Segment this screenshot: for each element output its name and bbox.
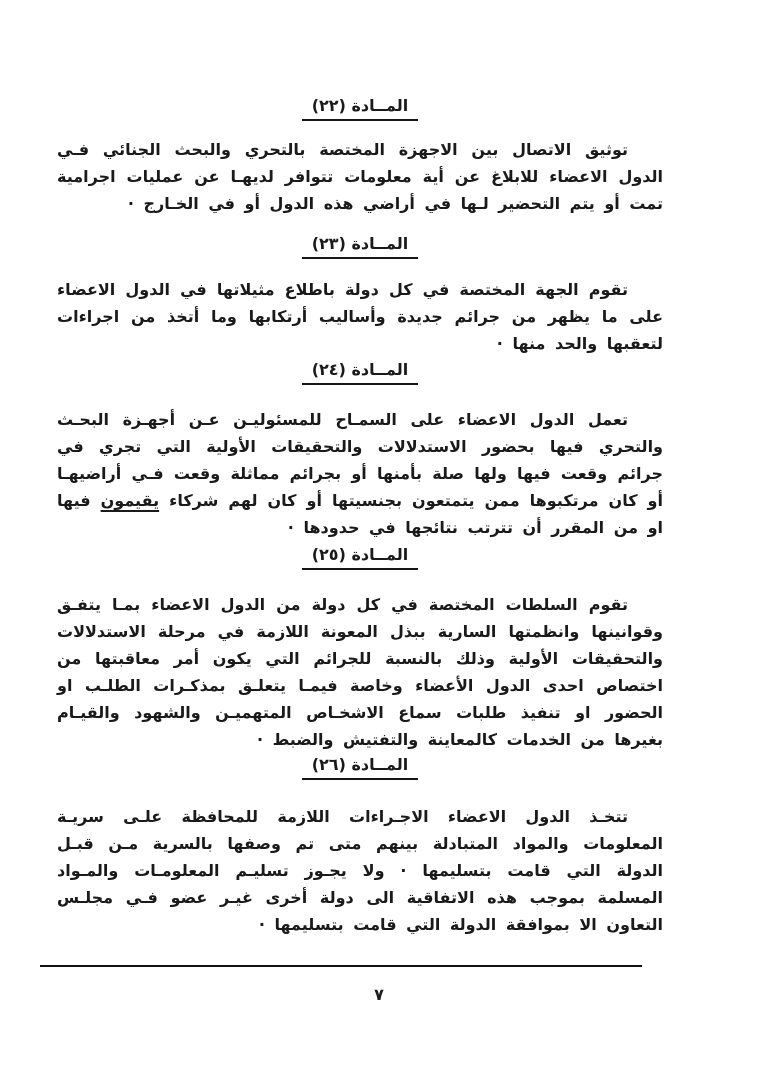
- paragraph-part-after: فيها او من المقرر أن تترتب نتائجها في حدودها ·: [57, 491, 663, 537]
- article-22-heading: [57, 96, 663, 121]
- article-26-heading: [57, 755, 663, 780]
- article-23-paragraph: تقوم الجهة المختصة في كل دولة باطلاع مثيلاتها في الدول الاعضاء على ما يظهر من جرائم جديدة وأساليب أرتكابها وما أتخذ من اجراءات لتعقبها والحد منها ·: [57, 280, 663, 353]
- article-24-title: المــادة (٢٤): [302, 360, 419, 385]
- article-23-title: المــادة (٢٣): [302, 234, 419, 259]
- underlined-word: يقيمون: [100, 491, 160, 510]
- footer-divider: [40, 965, 642, 967]
- paragraph-part-before: تعمل الدول الاعضاء على السمـاح للمسئوليـن عـن أجهـزة البحـث والتحري فيها بحضور الاستدلالات والتحقيقات الأولية التي تجري في جرائم وقعت فيها ولها صلة بأمنها أو بجرائم مماثلة وقعت فـي أراضيهـا أو كان مرتكبوها ممن يتمتعون بجنسيتها أو كان لهم شركاء: [57, 410, 663, 510]
- article-25-heading: [57, 545, 663, 570]
- article-26-title: المــادة (٢٦): [302, 755, 419, 780]
- article-25-title: المــادة (٢٥): [302, 545, 419, 570]
- article-22-paragraph: توثيق الاتصال بين الاجهزة المختصة بالتحري والبحث الجنائي فـي الدول الاعضاء للابلاغ عن أية معلومات تتوافر لديهـا عن عمليات اجرامية تمت أو يتم التحضير لـها في أراضي هذه الدول أو في الخـارج ·: [57, 140, 663, 213]
- article-22-title: المــادة (٢٢): [302, 96, 419, 121]
- article-26-paragraph: تتخـذ الدول الاعضاء الاجـراءات اللازمة للمحافظة علـى سريـة المعلومات والمواد المتبادلة بينهم متى تم وصفها بالسرية مـن قبـل الدولة التي قامت بتسليمها · ولا يجـوز تسليـم المعلومـات والمـواد المسلمة بموجب هذه الاتفاقية الى دولة أخرى غيـر عضو فـي مجلـس التعاون الا بموافقة الدولة التي قامت بتسليمها ·: [57, 807, 663, 934]
- article-24-heading: [57, 360, 663, 385]
- page-number: ٧: [374, 985, 384, 1004]
- article-25-paragraph: تقوم السلطات المختصة في كل دولة من الدول الاعضاء بمـا يتفـق وقوانينها وانظمتها السارية ببذل المعونة اللازمة في مرحلة الاستدلالات والتحقيقات الأولية وذلك بالنسبة للجرائم التي يكون أمر معاقبتها من اختصاص احدى الدول الأعضاء وخاصة فيمـا يتعلـق بمذكـرات الطلـب او الحضور او تنفيذ طلبات سماع الاشخـاص المتهميـن والشهود والقيـام بغيرها من الخدمات كالمعاينة والتفتيش والضبط ·: [57, 595, 663, 749]
- article-23-heading: [57, 234, 663, 259]
- article-24-paragraph: [57, 406, 663, 541]
